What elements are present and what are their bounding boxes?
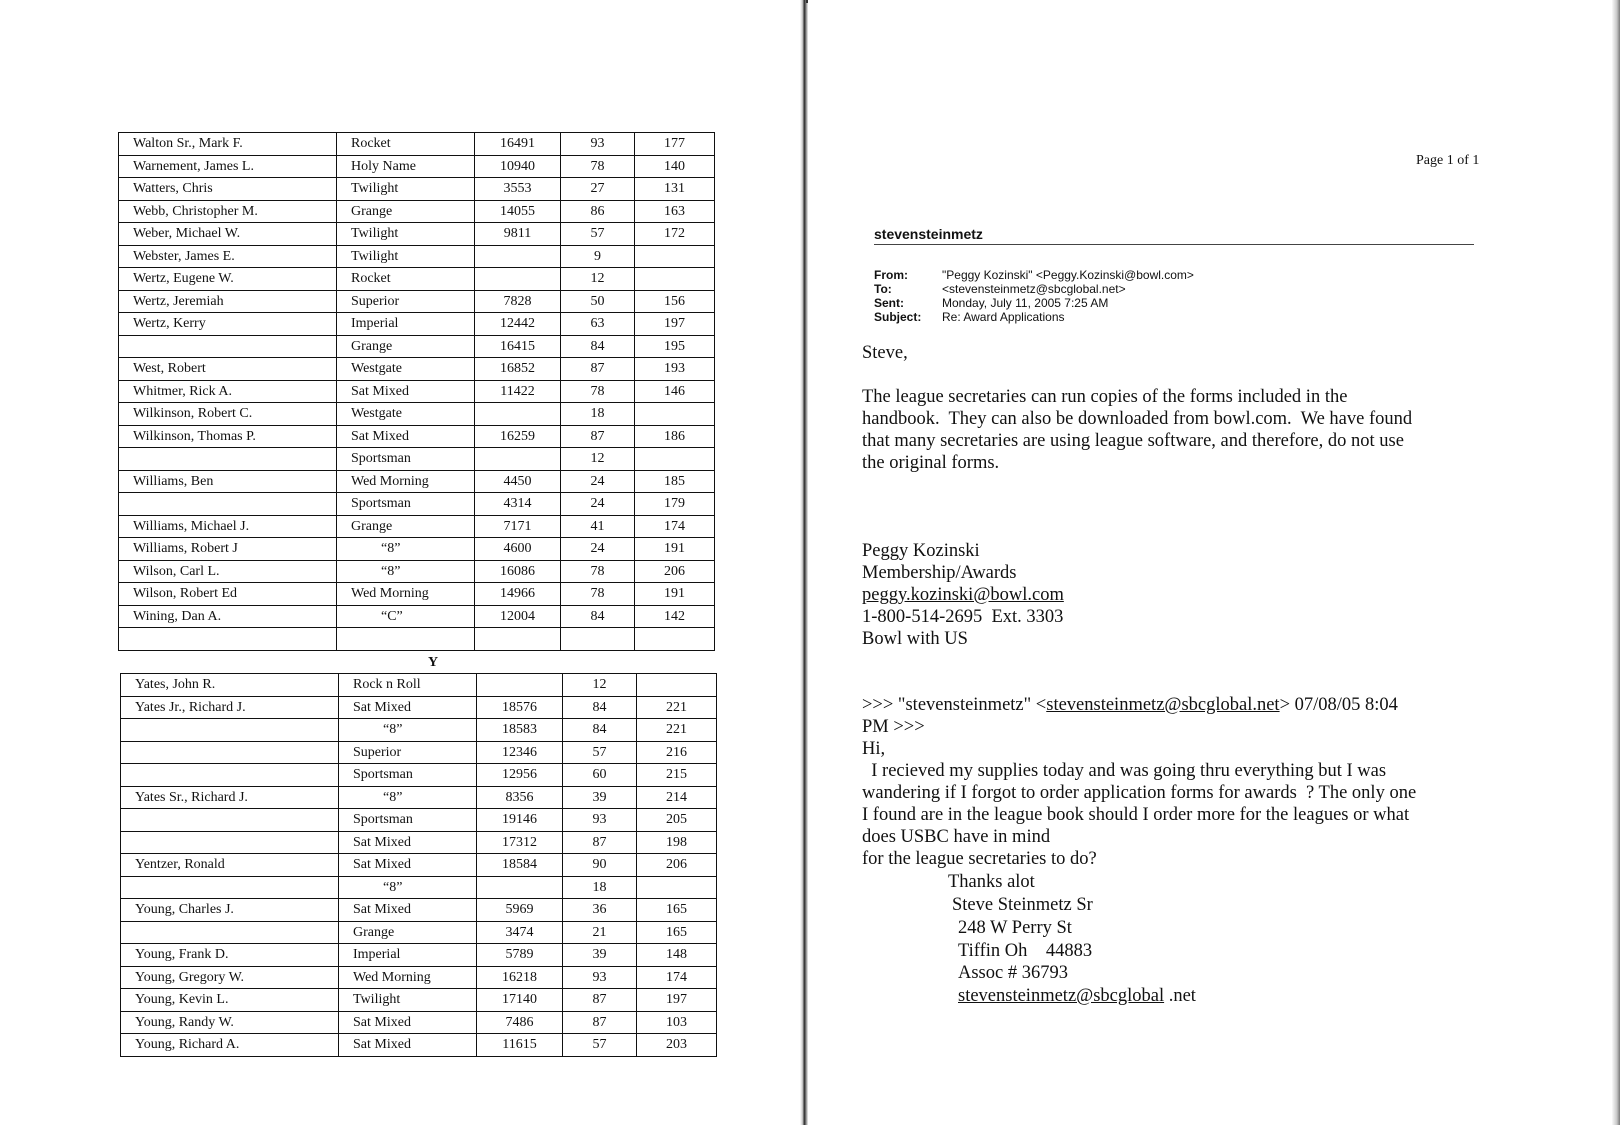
average-cell: 221 [637, 696, 717, 719]
roster-row [119, 403, 715, 426]
roster-row [121, 876, 717, 899]
total-pins-cell: 10940 [475, 155, 561, 178]
average-cell: 142 [635, 605, 715, 628]
games-cell: 9 [561, 245, 635, 268]
average-cell: 179 [635, 493, 715, 516]
roster-row [119, 515, 715, 538]
quote-header [862, 694, 1416, 716]
roster-row [119, 178, 715, 201]
roster-row [121, 786, 717, 809]
league-cell: Sat Mixed [339, 1034, 477, 1057]
heading-rule [874, 244, 1474, 245]
roster-table-y [120, 673, 717, 1057]
total-pins-cell: 4600 [475, 538, 561, 561]
bowler-name-cell: Walton Sr., Mark F. [119, 133, 337, 156]
bowler-name-cell: Young, Gregory W. [121, 966, 339, 989]
quote-sig-street: 248 W Perry St [958, 918, 1072, 938]
average-cell: 203 [637, 1034, 717, 1057]
roster-row [119, 560, 715, 583]
games-cell: 86 [561, 200, 635, 223]
games-cell: 87 [561, 425, 635, 448]
roster-row [119, 470, 715, 493]
league-cell: Sat Mixed [339, 831, 477, 854]
games-cell: 18 [561, 403, 635, 426]
games-cell: 84 [561, 335, 635, 358]
league-cell: Sportsman [337, 493, 475, 516]
league-cell: Imperial [339, 944, 477, 967]
email-signature [862, 540, 1064, 650]
roster-row [121, 1011, 717, 1034]
bowler-name-cell [119, 335, 337, 358]
quote-header-email-link[interactable]: stevensteinmetz@sbcglobal.net [1046, 695, 1280, 715]
bowler-name-cell: Yates Jr., Richard J. [121, 696, 339, 719]
quote-sig-email [958, 985, 1196, 1008]
games-cell: 78 [561, 380, 635, 403]
games-cell: 24 [561, 538, 635, 561]
roster-row [121, 989, 717, 1012]
average-cell: 172 [635, 223, 715, 246]
quote-sig-assoc: Assoc # 36793 [958, 963, 1068, 983]
to-label: To: [874, 282, 892, 296]
games-cell: 78 [561, 583, 635, 606]
quote-sig-city: Tiffin Oh 44883 [958, 941, 1093, 961]
total-pins-cell: 4314 [475, 493, 561, 516]
total-pins-cell [475, 448, 561, 471]
games-cell: 50 [561, 290, 635, 313]
average-cell [635, 245, 715, 268]
quote-header-line2: PM >>> [862, 717, 925, 737]
average-cell: 198 [637, 831, 717, 854]
roster-row [119, 313, 715, 336]
games-cell: 39 [563, 786, 637, 809]
total-pins-cell: 7828 [475, 290, 561, 313]
average-cell: 131 [635, 178, 715, 201]
signature-email-link[interactable]: peggy.kozinski@bowl.com [862, 585, 1064, 605]
roster-row [121, 899, 717, 922]
quote-line: does USBC have in mind [862, 827, 1051, 847]
quote-greeting: Hi, [862, 739, 886, 759]
bowler-name-cell [121, 876, 339, 899]
page-edge [1612, 0, 1620, 1125]
total-pins-cell: 7171 [475, 515, 561, 538]
total-pins-cell: 16852 [475, 358, 561, 381]
total-pins-cell: 5789 [477, 944, 563, 967]
roster-row [119, 268, 715, 291]
roster-table-w [118, 132, 715, 651]
league-cell: Wed Morning [339, 966, 477, 989]
bowler-name-cell: Young, Frank D. [121, 944, 339, 967]
sender-heading: stevensteinmetz [874, 226, 983, 242]
total-pins-cell: 14966 [475, 583, 561, 606]
games-cell: 57 [563, 741, 637, 764]
games-cell: 12 [561, 448, 635, 471]
bowler-name-cell: Wertz, Kerry [119, 313, 337, 336]
total-pins-cell [475, 403, 561, 426]
league-cell: Grange [337, 335, 475, 358]
bowler-name-cell: Wertz, Jeremiah [119, 290, 337, 313]
total-pins-cell: 17312 [477, 831, 563, 854]
total-pins-cell: 5969 [477, 899, 563, 922]
league-cell: Sportsman [339, 809, 477, 832]
league-cell: Twilight [339, 989, 477, 1012]
sent-row [874, 296, 1194, 310]
total-pins-cell: 9811 [475, 223, 561, 246]
quote-closing: Thanks alot [948, 872, 1035, 892]
total-pins-cell: 7486 [477, 1011, 563, 1034]
bowler-name-cell: Warnement, James L. [119, 155, 337, 178]
roster-row [121, 1034, 717, 1057]
average-cell [637, 876, 717, 899]
total-pins-cell: 3553 [475, 178, 561, 201]
bowler-name-cell [121, 764, 339, 787]
bowler-name-cell: Yentzer, Ronald [121, 854, 339, 877]
games-cell: 87 [563, 1011, 637, 1034]
roster-row [121, 921, 717, 944]
games-cell: 84 [561, 605, 635, 628]
average-cell: 197 [635, 313, 715, 336]
roster-row [119, 223, 715, 246]
average-cell: 193 [635, 358, 715, 381]
total-pins-cell: 12956 [477, 764, 563, 787]
games-cell: 84 [563, 696, 637, 719]
league-cell: Twilight [337, 245, 475, 268]
bowler-name-cell [119, 448, 337, 471]
league-cell: Wed Morning [337, 470, 475, 493]
average-cell [635, 628, 715, 651]
league-cell: Twilight [337, 223, 475, 246]
average-cell: 221 [637, 719, 717, 742]
total-pins-cell: 18583 [477, 719, 563, 742]
league-cell: Grange [337, 515, 475, 538]
body-line: the original forms. [862, 453, 1000, 473]
league-cell: Superior [337, 290, 475, 313]
total-pins-cell [475, 245, 561, 268]
league-cell: Sportsman [339, 764, 477, 787]
subject-label: Subject: [874, 310, 922, 324]
games-cell: 57 [561, 223, 635, 246]
league-cell: “8” [339, 876, 477, 899]
league-cell: Sat Mixed [339, 899, 477, 922]
bowler-name-cell: Williams, Michael J. [119, 515, 337, 538]
total-pins-cell: 8356 [477, 786, 563, 809]
total-pins-cell: 18584 [477, 854, 563, 877]
average-cell: 214 [637, 786, 717, 809]
signature-phone: 1-800-514-2695 Ext. 3303 [862, 607, 1064, 627]
average-cell: 140 [635, 155, 715, 178]
total-pins-cell: 12004 [475, 605, 561, 628]
average-cell: 163 [635, 200, 715, 223]
subject-row [874, 310, 1194, 324]
bowler-name-cell [121, 741, 339, 764]
roster-row [119, 583, 715, 606]
roster-row [119, 335, 715, 358]
total-pins-cell: 16259 [475, 425, 561, 448]
roster-row [119, 628, 715, 651]
roster-row [119, 380, 715, 403]
league-cell [337, 628, 475, 651]
from-row [874, 268, 1194, 282]
bowler-name-cell: Wining, Dan A. [119, 605, 337, 628]
average-cell: 195 [635, 335, 715, 358]
total-pins-cell [475, 628, 561, 651]
bowler-name-cell: Wilson, Robert Ed [119, 583, 337, 606]
total-pins-cell: 12346 [477, 741, 563, 764]
roster-row [121, 741, 717, 764]
league-cell: “8” [337, 538, 475, 561]
league-cell: Rock n Roll [339, 674, 477, 697]
average-cell: 206 [635, 560, 715, 583]
quote-header-prefix: >>> "stevensteinmetz" < [862, 695, 1047, 715]
bowler-name-cell [121, 921, 339, 944]
games-cell: 84 [563, 719, 637, 742]
bowler-name-cell: Whitmer, Rick A. [119, 380, 337, 403]
quote-line: for the league secretaries to do? [862, 849, 1097, 869]
roster-row [121, 696, 717, 719]
games-cell: 87 [561, 358, 635, 381]
average-cell: 148 [637, 944, 717, 967]
to-value: <stevensteinmetz@sbcglobal.net> [942, 282, 1126, 296]
games-cell [561, 628, 635, 651]
bowler-name-cell [121, 719, 339, 742]
bowler-name-cell: Watters, Chris [119, 178, 337, 201]
bowler-name-cell: Williams, Ben [119, 470, 337, 493]
total-pins-cell [475, 268, 561, 291]
signature-title: Membership/Awards [862, 563, 1017, 583]
average-cell: 165 [637, 899, 717, 922]
league-cell: Holy Name [337, 155, 475, 178]
average-cell: 206 [637, 854, 717, 877]
total-pins-cell: 18576 [477, 696, 563, 719]
total-pins-cell: 12442 [475, 313, 561, 336]
league-cell: “8” [339, 719, 477, 742]
league-cell: Imperial [337, 313, 475, 336]
quote-sig-email-link[interactable]: stevensteinmetz@sbcglobal [958, 986, 1165, 1006]
body-line: handbook. They can also be downloaded from bowl.com. We have found [862, 409, 1413, 429]
bowler-name-cell [119, 628, 337, 651]
roster-row [121, 966, 717, 989]
average-cell: 165 [637, 921, 717, 944]
games-cell: 63 [561, 313, 635, 336]
league-cell: Sat Mixed [339, 854, 477, 877]
league-cell: “8” [337, 560, 475, 583]
roster-row [119, 358, 715, 381]
average-cell: 197 [637, 989, 717, 1012]
total-pins-cell: 17140 [477, 989, 563, 1012]
roster-row [119, 245, 715, 268]
roster-row [119, 290, 715, 313]
bowler-name-cell: Young, Kevin L. [121, 989, 339, 1012]
total-pins-cell: 4450 [475, 470, 561, 493]
total-pins-cell: 11615 [477, 1034, 563, 1057]
to-row [874, 282, 1194, 296]
quote-line: I recieved my supplies today and was going thru everything but I was [862, 761, 1387, 781]
total-pins-cell: 19146 [477, 809, 563, 832]
quote-line: I found are in the league book should I order more for the leagues or what [862, 805, 1410, 825]
total-pins-cell: 16491 [475, 133, 561, 156]
league-cell: Grange [339, 921, 477, 944]
games-cell: 90 [563, 854, 637, 877]
games-cell: 12 [563, 674, 637, 697]
average-cell: 174 [635, 515, 715, 538]
bowler-name-cell: Webb, Christopher M. [119, 200, 337, 223]
bowler-name-cell [121, 809, 339, 832]
roster-row [121, 809, 717, 832]
average-cell: 103 [637, 1011, 717, 1034]
games-cell: 87 [563, 831, 637, 854]
sent-value: Monday, July 11, 2005 7:25 AM [942, 296, 1109, 310]
league-cell: Sat Mixed [337, 425, 475, 448]
from-label: From: [874, 268, 908, 282]
roster-row [121, 674, 717, 697]
bowler-name-cell [121, 831, 339, 854]
roster-row [121, 764, 717, 787]
roster-row [121, 831, 717, 854]
roster-row [119, 133, 715, 156]
bowler-name-cell: West, Robert [119, 358, 337, 381]
league-cell: Twilight [337, 178, 475, 201]
bowler-name-cell: Young, Charles J. [121, 899, 339, 922]
bowler-name-cell: Young, Randy W. [121, 1011, 339, 1034]
league-cell: Sat Mixed [339, 696, 477, 719]
average-cell: 156 [635, 290, 715, 313]
games-cell: 39 [563, 944, 637, 967]
league-cell: Westgate [337, 358, 475, 381]
average-cell: 215 [637, 764, 717, 787]
average-cell [635, 403, 715, 426]
email-header [874, 268, 1194, 324]
bowler-name-cell: Yates, John R. [121, 674, 339, 697]
average-cell [637, 674, 717, 697]
games-cell: 27 [561, 178, 635, 201]
total-pins-cell: 16086 [475, 560, 561, 583]
games-cell: 78 [561, 155, 635, 178]
roster-row [121, 854, 717, 877]
league-cell: Sat Mixed [337, 380, 475, 403]
average-cell: 216 [637, 741, 717, 764]
league-cell: Grange [337, 200, 475, 223]
average-cell: 205 [637, 809, 717, 832]
games-cell: 21 [563, 921, 637, 944]
league-cell: “8” [339, 786, 477, 809]
games-cell: 18 [563, 876, 637, 899]
total-pins-cell [477, 674, 563, 697]
games-cell: 93 [561, 133, 635, 156]
games-cell: 78 [561, 560, 635, 583]
games-cell: 41 [561, 515, 635, 538]
total-pins-cell [477, 876, 563, 899]
roster-row [121, 719, 717, 742]
games-cell: 60 [563, 764, 637, 787]
games-cell: 24 [561, 493, 635, 516]
average-cell [635, 448, 715, 471]
body-line: The league secretaries can run copies of the forms included in the [862, 387, 1348, 407]
league-cell: Sportsman [337, 448, 475, 471]
from-value: "Peggy Kozinski" <Peggy.Kozinski@bowl.com> [942, 268, 1194, 282]
body-line: that many secretaries are using league software, and therefore, do not use [862, 431, 1404, 451]
section-letter: Y [428, 655, 439, 670]
quote-header-suffix: > 07/08/05 8:04 [1279, 695, 1398, 715]
roster-row [119, 605, 715, 628]
bowler-name-cell: Webster, James E. [119, 245, 337, 268]
total-pins-cell: 14055 [475, 200, 561, 223]
roster-page [0, 0, 800, 1125]
league-cell: Rocket [337, 268, 475, 291]
average-cell: 177 [635, 133, 715, 156]
total-pins-cell: 11422 [475, 380, 561, 403]
bowler-name-cell: Williams, Robert J [119, 538, 337, 561]
bowler-name-cell: Wilkinson, Robert C. [119, 403, 337, 426]
roster-row [119, 493, 715, 516]
league-cell: Westgate [337, 403, 475, 426]
quote-sig-name: Steve Steinmetz Sr [952, 895, 1093, 915]
roster-row [119, 425, 715, 448]
average-cell: 186 [635, 425, 715, 448]
total-pins-cell: 16218 [477, 966, 563, 989]
subject-value: Re: Award Applications [942, 310, 1065, 324]
average-cell [635, 268, 715, 291]
quote-sig-email-tail: .net [1164, 986, 1196, 1006]
league-cell: “C” [337, 605, 475, 628]
average-cell: 191 [635, 538, 715, 561]
league-cell: Superior [339, 741, 477, 764]
average-cell: 191 [635, 583, 715, 606]
average-cell: 146 [635, 380, 715, 403]
quote-line: wandering if I forgot to order application forms for awards ? The only one [862, 783, 1417, 803]
games-cell: 87 [563, 989, 637, 1012]
games-cell: 57 [563, 1034, 637, 1057]
total-pins-cell: 16415 [475, 335, 561, 358]
games-cell: 12 [561, 268, 635, 291]
signature-tagline: Bowl with US [862, 629, 968, 649]
games-cell: 24 [561, 470, 635, 493]
roster-row [121, 944, 717, 967]
sent-label: Sent: [874, 296, 904, 310]
page-number: Page 1 of 1 [1416, 153, 1480, 168]
bowler-name-cell: Wertz, Eugene W. [119, 268, 337, 291]
book-spine [800, 0, 808, 1125]
roster-row [119, 448, 715, 471]
roster-row [119, 200, 715, 223]
league-cell: Rocket [337, 133, 475, 156]
email-greeting: Steve, [862, 343, 908, 363]
email-body [862, 386, 1412, 474]
average-cell: 185 [635, 470, 715, 493]
bowler-name-cell [119, 493, 337, 516]
bowler-name-cell: Young, Richard A. [121, 1034, 339, 1057]
total-pins-cell: 3474 [477, 921, 563, 944]
bowler-name-cell: Wilson, Carl L. [119, 560, 337, 583]
league-cell: Sat Mixed [339, 1011, 477, 1034]
quoted-message [862, 694, 1416, 870]
league-cell: Wed Morning [337, 583, 475, 606]
roster-row [119, 155, 715, 178]
average-cell: 174 [637, 966, 717, 989]
bowler-name-cell: Yates Sr., Richard J. [121, 786, 339, 809]
games-cell: 93 [563, 966, 637, 989]
games-cell: 36 [563, 899, 637, 922]
roster-row [119, 538, 715, 561]
games-cell: 93 [563, 809, 637, 832]
signature-name: Peggy Kozinski [862, 541, 980, 561]
bowler-name-cell: Weber, Michael W. [119, 223, 337, 246]
bowler-name-cell: Wilkinson, Thomas P. [119, 425, 337, 448]
